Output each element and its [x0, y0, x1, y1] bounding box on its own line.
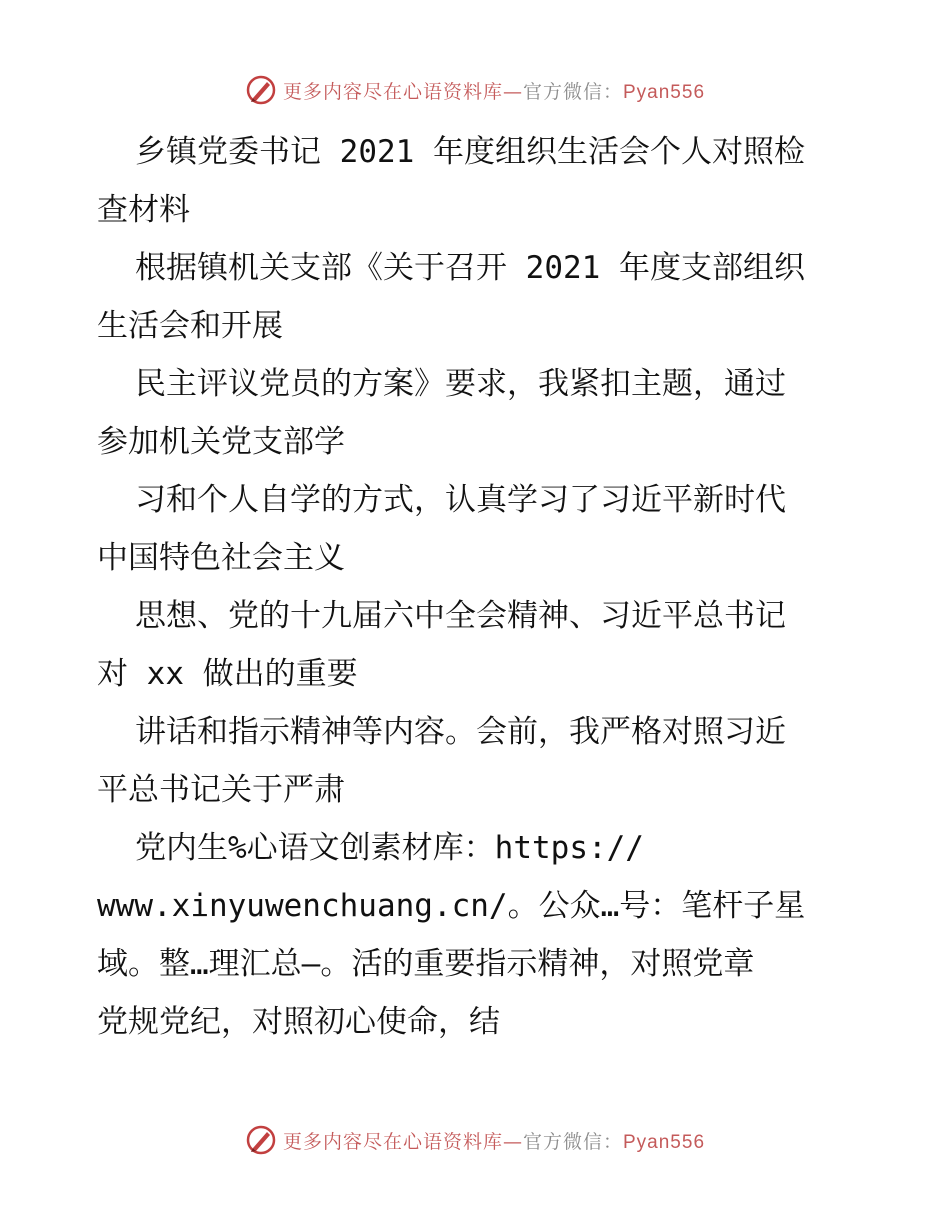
doc-line: 对 xx 做出的重要 — [97, 656, 358, 692]
banner-separator: — — [502, 80, 523, 103]
pen-logo-icon — [245, 74, 277, 106]
banner-separator: — — [502, 1130, 523, 1153]
banner-content — [245, 74, 705, 106]
doc-line: 参加机关党支部学 — [97, 424, 345, 460]
doc-line: 思想、党的十九届六中全会精神、习近平总书记 — [135, 598, 786, 634]
footer-banner — [0, 1120, 950, 1160]
banner-gzh-label: 官方微信： — [522, 1130, 623, 1153]
banner-content — [245, 1124, 705, 1156]
doc-line: 习和个人自学的方式，认真学习了习近平新时代 — [135, 482, 786, 518]
doc-line: 乡镇党委书记 2021 年度组织生活会个人对照检 — [135, 134, 805, 170]
banner-gzh-label: 官方微信： — [522, 80, 623, 103]
doc-line: 生活会和开展 — [97, 308, 283, 344]
doc-line: 党规党纪，对照初心使命，结 — [97, 1004, 500, 1040]
pen-logo-icon — [245, 1124, 277, 1156]
doc-line: 平总书记关于严肃 — [97, 772, 345, 808]
doc-line: 党内生%心语文创素材库：https:// — [135, 830, 644, 866]
document-body — [97, 123, 857, 1051]
doc-line: 讲话和指示精神等内容。会前，我严格对照习近 — [135, 714, 786, 750]
doc-line: 民主评议党员的方案》要求，我紧扣主题，通过 — [135, 366, 786, 402]
banner-brand: 更多内容尽在心语资料库 — [282, 1130, 503, 1153]
doc-line: www.xinyuwenchuang.cn/。公众…号：笔杆子星 — [97, 888, 806, 924]
doc-line: 中国特色社会主义 — [97, 540, 345, 576]
doc-line: 域。整…理汇总—。活的重要指示精神，对照党章 — [97, 946, 755, 982]
banner-brand: 更多内容尽在心语资料库 — [282, 80, 503, 103]
banner-gzh-id: Pyan556 — [623, 1131, 706, 1153]
doc-line: 查材料 — [97, 192, 190, 228]
header-banner — [0, 70, 950, 110]
banner-gzh-id: Pyan556 — [623, 81, 706, 103]
doc-line: 根据镇机关支部《关于召开 2021 年度支部组织 — [135, 250, 805, 286]
